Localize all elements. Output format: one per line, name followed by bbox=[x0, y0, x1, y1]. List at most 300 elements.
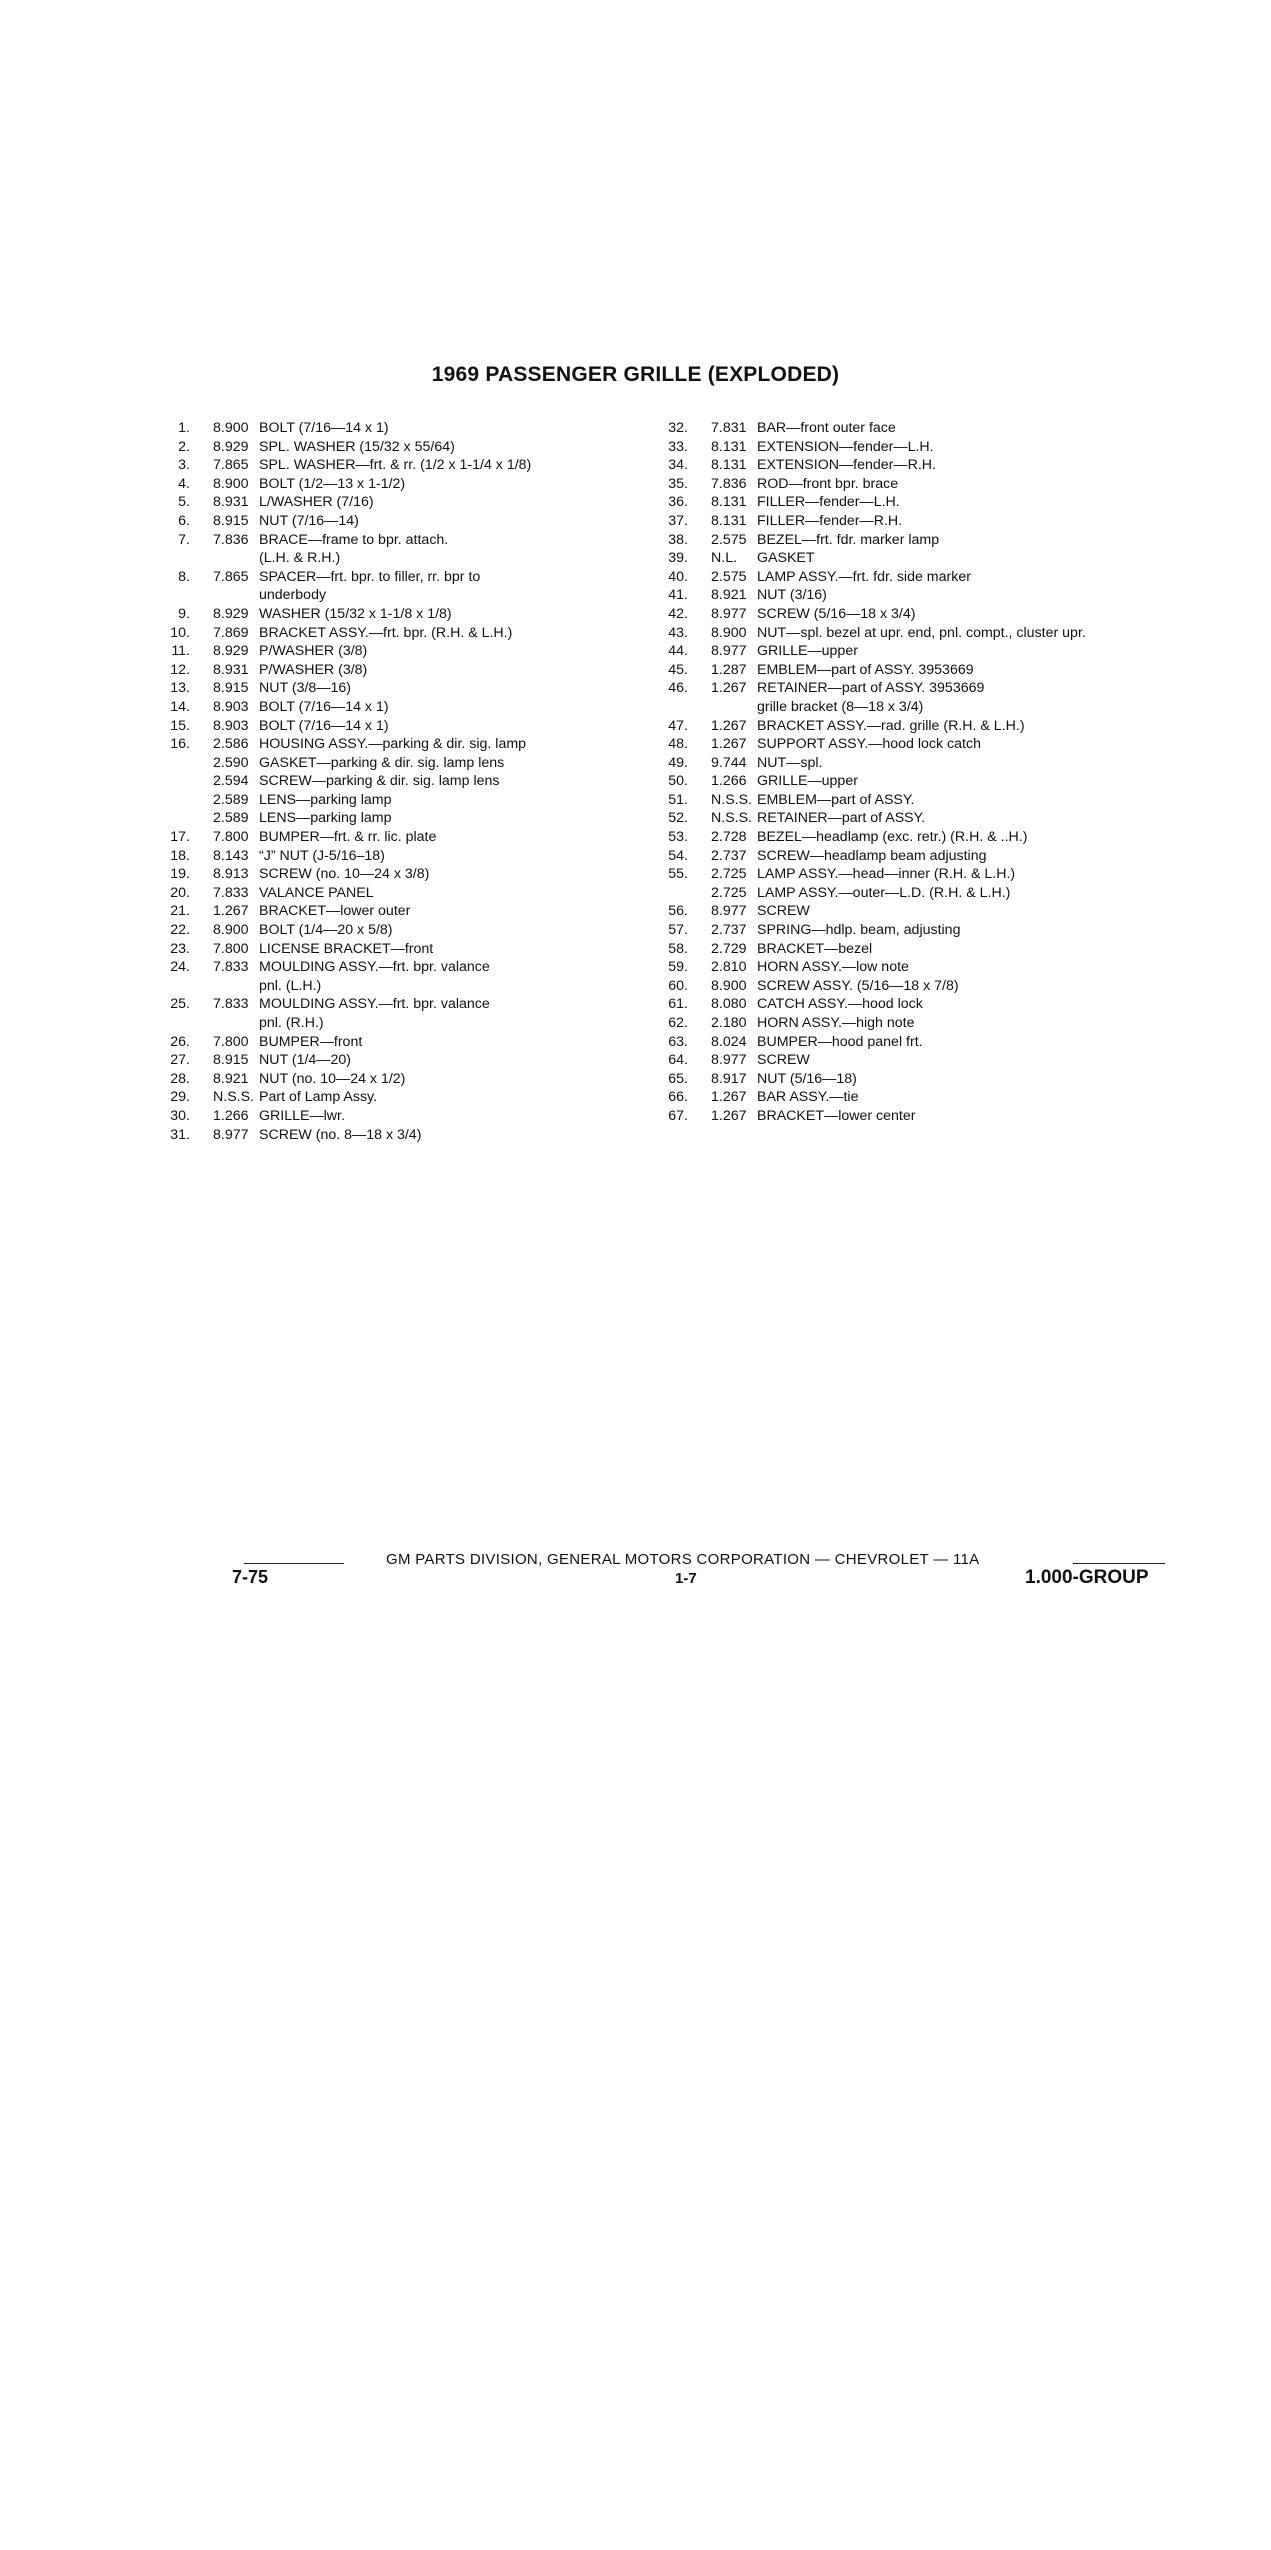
item-number: 57. bbox=[668, 922, 688, 939]
group-code: 7.800 bbox=[213, 829, 249, 846]
part-description: GRILLE—lwr. bbox=[259, 1107, 345, 1124]
item-number: 16. bbox=[170, 736, 190, 753]
part-description: P/WASHER (3/8) bbox=[259, 661, 368, 678]
part-description: EMBLEM—part of ASSY. bbox=[757, 791, 915, 808]
parts-row bbox=[162, 438, 632, 457]
group-code: 7.865 bbox=[213, 457, 249, 474]
parts-row bbox=[162, 549, 632, 568]
item-number: 42. bbox=[668, 605, 688, 622]
parts-row bbox=[162, 1014, 632, 1033]
part-description: SPACER—frt. bpr. to filler, rr. bpr to bbox=[259, 568, 481, 585]
parts-row bbox=[162, 791, 632, 810]
part-description: “J” NUT (J-5/16–18) bbox=[259, 847, 385, 864]
group-code: 7.831 bbox=[711, 420, 747, 436]
group-code: 2.589 bbox=[213, 810, 249, 827]
group-code: 1.267 bbox=[711, 680, 747, 697]
group-code bbox=[213, 586, 259, 605]
parts-row bbox=[660, 419, 1220, 438]
parts-row bbox=[660, 847, 1220, 866]
parts-row bbox=[660, 1107, 1220, 1126]
group-code: 8.903 bbox=[213, 717, 249, 734]
item-number: 49. bbox=[668, 754, 688, 771]
item-number: 15. bbox=[170, 717, 190, 734]
group-code: 7.836 bbox=[711, 475, 747, 492]
part-description: ROD—front bpr. brace bbox=[757, 475, 899, 492]
parts-row bbox=[660, 958, 1220, 977]
part-description: NUT (3/16) bbox=[757, 587, 827, 604]
group-code: 9.744 bbox=[711, 754, 747, 771]
group-code: 8.977 bbox=[711, 605, 747, 622]
parts-row bbox=[162, 995, 632, 1014]
part-description: BAR—front outer face bbox=[757, 420, 896, 436]
part-description: EXTENSION—fender—R.H. bbox=[757, 457, 936, 474]
part-description: NUT (3/8—16) bbox=[259, 680, 351, 697]
parts-row bbox=[162, 754, 632, 773]
group-code: 1.287 bbox=[711, 661, 747, 678]
group-code: 8.915 bbox=[213, 680, 249, 697]
group-code: 7.800 bbox=[213, 1033, 249, 1050]
item-number: 14. bbox=[170, 698, 190, 715]
group-code bbox=[213, 1014, 259, 1033]
item-number bbox=[660, 884, 688, 903]
item-number: 18. bbox=[170, 847, 190, 864]
item-number: 39. bbox=[668, 550, 688, 567]
item-number: 59. bbox=[668, 959, 688, 976]
group-code: 8.931 bbox=[213, 494, 249, 511]
part-description: SCREW bbox=[757, 903, 810, 920]
item-number: 5. bbox=[178, 494, 190, 511]
parts-row bbox=[660, 438, 1220, 457]
part-description: BEZEL—headlamp (exc. retr.) (R.H. & ..H.) bbox=[757, 829, 1028, 846]
group-code: 8.900 bbox=[711, 977, 747, 994]
group-code: 8.917 bbox=[711, 1070, 747, 1087]
group-code: 8.903 bbox=[213, 698, 249, 715]
group-code: 2.725 bbox=[711, 884, 747, 901]
parts-row bbox=[660, 977, 1220, 996]
part-description: SCREW—headlamp beam adjusting bbox=[757, 847, 987, 864]
item-number: 35. bbox=[668, 475, 688, 492]
group-code: 8.929 bbox=[213, 605, 249, 622]
item-number: 37. bbox=[668, 512, 688, 529]
item-number: 30. bbox=[170, 1107, 190, 1124]
part-description: HORN ASSY.—high note bbox=[757, 1015, 915, 1031]
part-description: BUMPER—front bbox=[259, 1033, 363, 1050]
footer-rule-right bbox=[1073, 1563, 1165, 1564]
parts-row bbox=[162, 493, 632, 512]
item-number: 25. bbox=[170, 996, 190, 1013]
page-title: 1969 PASSENGER GRILLE (EXPLODED) bbox=[431, 363, 840, 386]
item-number: 20. bbox=[170, 884, 190, 901]
part-description: underbody bbox=[259, 587, 327, 604]
parts-row bbox=[162, 809, 632, 828]
part-description: SCREW (no. 8—18 x 3/4) bbox=[259, 1126, 422, 1143]
parts-row bbox=[660, 1088, 1220, 1107]
group-code: 7.865 bbox=[213, 568, 249, 585]
part-description: LAMP ASSY.—frt. fdr. side marker bbox=[757, 568, 971, 585]
parts-row bbox=[162, 1033, 632, 1052]
group-code: 8.977 bbox=[711, 643, 747, 660]
part-description: GRILLE—upper bbox=[757, 643, 858, 660]
parts-row bbox=[660, 995, 1220, 1014]
item-number: 3. bbox=[178, 457, 190, 474]
group-code: 7.833 bbox=[213, 959, 249, 976]
group-code: N.L. bbox=[711, 550, 738, 567]
part-description: BRACKET ASSY.—rad. grille (R.H. & L.H.) bbox=[757, 717, 1025, 734]
parts-row bbox=[660, 1051, 1220, 1070]
parts-row bbox=[162, 586, 632, 605]
footer-date: 7-75 bbox=[232, 1567, 269, 1587]
parts-row bbox=[162, 772, 632, 791]
item-number: 50. bbox=[668, 773, 688, 790]
item-number bbox=[162, 791, 190, 810]
parts-row bbox=[162, 1107, 632, 1126]
group-code: 2.575 bbox=[711, 531, 747, 548]
item-number: 12. bbox=[170, 661, 190, 678]
group-code: 7.833 bbox=[213, 884, 249, 901]
parts-row bbox=[660, 809, 1220, 828]
item-number bbox=[162, 1014, 190, 1033]
parts-row bbox=[660, 921, 1220, 940]
parts-list-right bbox=[660, 419, 1220, 1126]
part-description: CATCH ASSY.—hood lock bbox=[757, 996, 923, 1013]
group-code: 2.594 bbox=[213, 773, 249, 790]
part-description: NUT—spl. bbox=[757, 754, 823, 771]
group-code: 2.728 bbox=[711, 829, 747, 846]
parts-row bbox=[660, 661, 1220, 680]
item-number: 4. bbox=[178, 475, 190, 492]
group-code: N.S.S. bbox=[711, 791, 752, 808]
parts-row bbox=[162, 828, 632, 847]
parts-row bbox=[162, 1070, 632, 1089]
group-code: 2.589 bbox=[213, 791, 249, 808]
parts-row bbox=[162, 1126, 632, 1145]
part-description: LAMP ASSY.—head—inner (R.H. & L.H.) bbox=[757, 866, 1016, 883]
group-code: 2.586 bbox=[213, 736, 249, 753]
item-number: 60. bbox=[668, 977, 688, 994]
group-code: 1.266 bbox=[213, 1107, 249, 1124]
item-number: 55. bbox=[668, 866, 688, 883]
parts-row bbox=[660, 902, 1220, 921]
group-code: 8.929 bbox=[213, 438, 249, 455]
part-description: GASKET—parking & dir. sig. lamp lens bbox=[259, 754, 505, 771]
group-code: 8.131 bbox=[711, 438, 747, 455]
parts-row bbox=[660, 586, 1220, 605]
part-description: FILLER—fender—R.H. bbox=[757, 512, 903, 529]
part-description: WASHER (15/32 x 1-1/8 x 1/8) bbox=[259, 605, 452, 622]
item-number: 32. bbox=[668, 420, 688, 436]
part-description: LAMP ASSY.—outer—L.D. (R.H. & L.H.) bbox=[757, 884, 1011, 901]
parts-row bbox=[660, 1070, 1220, 1089]
part-description: P/WASHER (3/8) bbox=[259, 643, 368, 660]
item-number: 23. bbox=[170, 940, 190, 957]
group-code: 8.977 bbox=[213, 1126, 249, 1143]
footer-division-line: GM PARTS DIVISION, GENERAL MOTORS CORPORATION — CHEVROLET — 11A bbox=[386, 1551, 980, 1568]
group-code: 1.267 bbox=[711, 717, 747, 734]
group-code: 2.725 bbox=[711, 866, 747, 883]
part-description: SUPPORT ASSY.—hood lock catch bbox=[757, 736, 981, 753]
group-code: 8.915 bbox=[213, 512, 249, 529]
part-description: LICENSE BRACKET—front bbox=[259, 940, 434, 957]
group-code: 8.913 bbox=[213, 866, 249, 883]
group-code: 2.180 bbox=[711, 1015, 747, 1031]
parts-row bbox=[162, 940, 632, 959]
item-number: 36. bbox=[668, 494, 688, 511]
part-description: BRACKET—bezel bbox=[757, 940, 873, 957]
parts-row bbox=[660, 1014, 1220, 1033]
parts-row bbox=[660, 717, 1220, 736]
group-code: 8.143 bbox=[213, 847, 249, 864]
parts-row bbox=[660, 698, 1220, 717]
item-number: 24. bbox=[170, 959, 190, 976]
parts-row bbox=[660, 456, 1220, 475]
item-number: 19. bbox=[170, 866, 190, 883]
parts-row bbox=[660, 531, 1220, 550]
part-description: L/WASHER (7/16) bbox=[259, 494, 374, 511]
item-number: 45. bbox=[668, 661, 688, 678]
parts-row bbox=[660, 475, 1220, 494]
part-description: BRACKET ASSY.—frt. bpr. (R.H. & L.H.) bbox=[259, 624, 513, 641]
part-description: GASKET bbox=[757, 550, 815, 567]
group-code: 7.833 bbox=[213, 996, 249, 1013]
part-description: SCREW (no. 10—24 x 3/8) bbox=[259, 866, 430, 883]
item-number: 9. bbox=[178, 605, 190, 622]
group-code: N.S.S. bbox=[711, 810, 752, 827]
parts-row bbox=[162, 921, 632, 940]
part-description: BRACKET—lower center bbox=[757, 1107, 916, 1124]
parts-row bbox=[162, 419, 632, 438]
parts-row bbox=[162, 958, 632, 977]
group-code: 7.800 bbox=[213, 940, 249, 957]
part-description: SCREW (5/16—18 x 3/4) bbox=[757, 605, 916, 622]
parts-row bbox=[162, 884, 632, 903]
group-code: 8.900 bbox=[213, 922, 249, 939]
group-code: N.S.S. bbox=[213, 1089, 254, 1106]
group-code: 8.131 bbox=[711, 457, 747, 474]
item-number: 51. bbox=[668, 791, 688, 808]
part-description: BOLT (1/2—13 x 1-1/2) bbox=[259, 475, 406, 492]
group-code: 8.900 bbox=[213, 420, 249, 436]
parts-row bbox=[162, 661, 632, 680]
group-code bbox=[213, 977, 259, 996]
parts-row bbox=[660, 754, 1220, 773]
group-code: 8.915 bbox=[213, 1052, 249, 1069]
part-description: Part of Lamp Assy. bbox=[259, 1089, 378, 1106]
part-description: NUT (no. 10—24 x 1/2) bbox=[259, 1070, 406, 1087]
part-description: BAR ASSY.—tie bbox=[757, 1089, 859, 1106]
part-description: BUMPER—hood panel frt. bbox=[757, 1033, 923, 1050]
item-number: 34. bbox=[668, 457, 688, 474]
item-number: 7. bbox=[178, 531, 190, 548]
parts-row bbox=[162, 679, 632, 698]
item-number bbox=[162, 977, 190, 996]
item-number: 48. bbox=[668, 736, 688, 753]
part-description: GRILLE—upper bbox=[757, 773, 858, 790]
parts-list-left bbox=[162, 419, 632, 1144]
parts-row bbox=[660, 828, 1220, 847]
item-number: 54. bbox=[668, 847, 688, 864]
part-description: HORN ASSY.—low note bbox=[757, 959, 909, 976]
part-description: SPL. WASHER (15/32 x 55/64) bbox=[259, 438, 455, 455]
item-number: 64. bbox=[668, 1052, 688, 1069]
part-description: SCREW ASSY. (5/16—18 x 7/8) bbox=[757, 977, 959, 994]
item-number: 43. bbox=[668, 624, 688, 641]
parts-row bbox=[162, 512, 632, 531]
group-code: 8.921 bbox=[711, 587, 747, 604]
item-number bbox=[162, 772, 190, 791]
part-description: (L.H. & R.H.) bbox=[259, 550, 341, 567]
group-code: 7.869 bbox=[213, 624, 249, 641]
item-number: 41. bbox=[668, 587, 688, 604]
parts-row bbox=[162, 735, 632, 754]
item-number: 58. bbox=[668, 940, 688, 957]
group-code: 8.080 bbox=[711, 996, 747, 1013]
part-description: SPL. WASHER—frt. & rr. (1/2 x 1-1/4 x 1/8) bbox=[259, 457, 532, 474]
item-number: 2. bbox=[178, 438, 190, 455]
part-description: pnl. (R.H.) bbox=[259, 1015, 324, 1031]
item-number: 53. bbox=[668, 829, 688, 846]
part-description: LENS—parking lamp bbox=[259, 810, 392, 827]
item-number: 65. bbox=[668, 1070, 688, 1087]
parts-row bbox=[660, 791, 1220, 810]
parts-row bbox=[660, 493, 1220, 512]
group-code: 8.921 bbox=[213, 1070, 249, 1087]
part-description: EXTENSION—fender—L.H. bbox=[757, 438, 934, 455]
group-code bbox=[711, 698, 757, 717]
part-description: LENS—parking lamp bbox=[259, 791, 392, 808]
group-code: 1.267 bbox=[213, 903, 249, 920]
part-description: MOULDING ASSY.—frt. bpr. valance bbox=[259, 959, 490, 976]
group-code: 1.266 bbox=[711, 773, 747, 790]
part-description: grille bracket (8—18 x 3/4) bbox=[757, 698, 924, 715]
part-description: BOLT (7/16—14 x 1) bbox=[259, 717, 389, 734]
parts-row bbox=[660, 865, 1220, 884]
item-number: 11. bbox=[171, 643, 190, 660]
item-number: 13. bbox=[170, 680, 190, 697]
item-number: 52. bbox=[668, 810, 688, 827]
part-description: NUT (5/16—18) bbox=[757, 1070, 857, 1087]
part-description: FILLER—fender—L.H. bbox=[757, 494, 900, 511]
part-description: NUT (1/4—20) bbox=[259, 1052, 351, 1069]
item-number: 10. bbox=[170, 624, 190, 641]
group-code: 2.810 bbox=[711, 959, 747, 976]
parts-row bbox=[660, 679, 1220, 698]
parts-row bbox=[660, 624, 1220, 643]
item-number: 63. bbox=[668, 1033, 688, 1050]
item-number: 66. bbox=[668, 1089, 688, 1106]
part-description: BOLT (7/16—14 x 1) bbox=[259, 420, 389, 436]
parts-row bbox=[162, 847, 632, 866]
part-description: NUT (7/16—14) bbox=[259, 512, 359, 529]
group-code: 8.024 bbox=[711, 1033, 747, 1050]
parts-row bbox=[162, 475, 632, 494]
item-number: 1. bbox=[178, 420, 190, 436]
part-description: NUT—spl. bezel at upr. end, pnl. compt., cluster upr. bbox=[757, 624, 1086, 641]
item-number bbox=[162, 549, 190, 568]
parts-row bbox=[660, 735, 1220, 754]
group-code: 8.900 bbox=[711, 624, 747, 641]
footer-page-number: 1-7 bbox=[675, 1570, 697, 1587]
group-code: 8.977 bbox=[711, 1052, 747, 1069]
part-description: VALANCE PANEL bbox=[259, 884, 374, 901]
item-number: 62. bbox=[668, 1015, 688, 1031]
group-code: 8.900 bbox=[213, 475, 249, 492]
part-description: SCREW—parking & dir. sig. lamp lens bbox=[259, 773, 500, 790]
parts-row bbox=[162, 1088, 632, 1107]
part-description: RETAINER—part of ASSY. bbox=[757, 810, 926, 827]
group-code: 2.590 bbox=[213, 754, 249, 771]
item-number: 6. bbox=[178, 512, 190, 529]
parts-row bbox=[162, 717, 632, 736]
part-description: BUMPER—frt. & rr. lic. plate bbox=[259, 829, 437, 846]
parts-row bbox=[162, 624, 632, 643]
item-number: 47. bbox=[668, 717, 688, 734]
parts-row bbox=[162, 642, 632, 661]
item-number: 29. bbox=[170, 1089, 190, 1106]
group-code: 8.929 bbox=[213, 643, 249, 660]
item-number: 31. bbox=[170, 1126, 190, 1143]
item-number bbox=[162, 754, 190, 773]
parts-row bbox=[162, 902, 632, 921]
group-code: 2.737 bbox=[711, 922, 747, 939]
item-number: 21. bbox=[170, 903, 190, 920]
item-number bbox=[162, 586, 190, 605]
parts-row bbox=[660, 940, 1220, 959]
group-code: 1.267 bbox=[711, 1089, 747, 1106]
part-description: MOULDING ASSY.—frt. bpr. valance bbox=[259, 996, 490, 1013]
parts-row bbox=[660, 512, 1220, 531]
part-description: BRACKET—lower outer bbox=[259, 903, 411, 920]
parts-row bbox=[162, 865, 632, 884]
parts-row bbox=[162, 977, 632, 996]
part-description: BRACE—frame to bpr. attach. bbox=[259, 531, 449, 548]
group-code: 2.575 bbox=[711, 568, 747, 585]
group-code: 8.131 bbox=[711, 494, 747, 511]
part-description: BOLT (7/16—14 x 1) bbox=[259, 698, 389, 715]
item-number: 22. bbox=[170, 922, 190, 939]
item-number: 8. bbox=[178, 568, 190, 585]
parts-row bbox=[660, 549, 1220, 568]
part-description: BOLT (1/4—20 x 5/8) bbox=[259, 922, 393, 939]
footer-rule-left bbox=[244, 1563, 344, 1564]
item-number bbox=[162, 809, 190, 828]
parts-row bbox=[660, 568, 1220, 587]
group-code: 1.267 bbox=[711, 1107, 747, 1124]
group-code: 2.729 bbox=[711, 940, 747, 957]
parts-row bbox=[660, 772, 1220, 791]
parts-row bbox=[660, 1033, 1220, 1052]
item-number: 44. bbox=[668, 643, 688, 660]
item-number: 38. bbox=[668, 531, 688, 548]
item-number: 33. bbox=[668, 438, 688, 455]
item-number: 46. bbox=[668, 680, 688, 697]
item-number: 56. bbox=[668, 903, 688, 920]
part-description: pnl. (L.H.) bbox=[259, 977, 322, 994]
parts-row bbox=[162, 568, 632, 587]
parts-row bbox=[660, 605, 1220, 624]
group-code: 8.977 bbox=[711, 903, 747, 920]
item-number: 28. bbox=[170, 1070, 190, 1087]
part-description: HOUSING ASSY.—parking & dir. sig. lamp bbox=[259, 736, 527, 753]
group-code: 7.836 bbox=[213, 531, 249, 548]
footer-group: 1.000-GROUP bbox=[1025, 1567, 1149, 1588]
group-code bbox=[213, 549, 259, 568]
part-description: BEZEL—frt. fdr. marker lamp bbox=[757, 531, 940, 548]
parts-row bbox=[162, 1051, 632, 1070]
item-number: 40. bbox=[668, 568, 688, 585]
parts-row bbox=[162, 698, 632, 717]
parts-row bbox=[162, 531, 632, 550]
item-number: 61. bbox=[668, 996, 688, 1013]
